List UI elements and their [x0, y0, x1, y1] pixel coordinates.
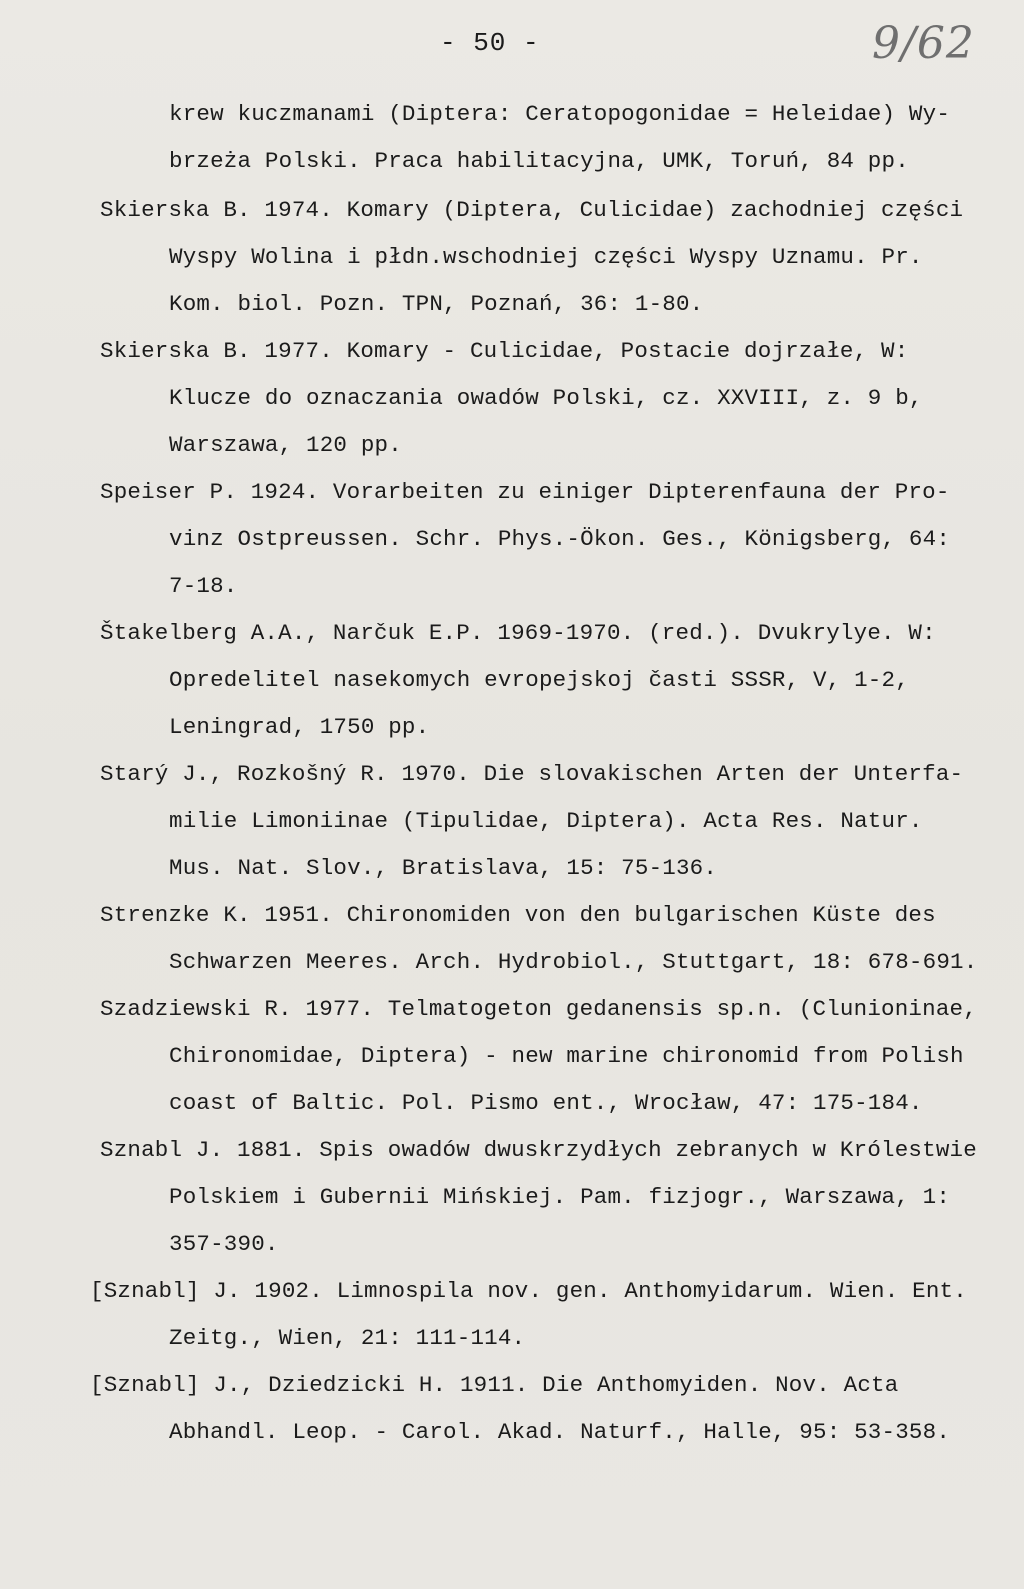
bibliography-line: Skierska B. 1977. Komary - Culicidae, Postacie dojrzałe, W:: [100, 338, 909, 364]
bibliography-line: Sznabl J. 1881. Spis owadów dwuskrzydłych zebranych w Królestwie: [100, 1137, 977, 1163]
bibliography-line: Warszawa, 120 pp.: [169, 432, 402, 458]
bibliography-line: Strenzke K. 1951. Chironomiden von den bulgarischen Küste des: [100, 902, 936, 928]
bibliography-line: [Sznabl] J., Dziedzicki H. 1911. Die Anthomyiden. Nov. Acta: [90, 1372, 899, 1398]
bibliography-line: brzeża Polski. Praca habilitacyjna, UMK, Toruń, 84 pp.: [169, 148, 909, 174]
bibliography-line: Štakelberg A.A., Narčuk E.P. 1969-1970. (red.). Dvukrylye. W:: [100, 620, 936, 646]
handwritten-annotation: 9/62: [872, 18, 975, 69]
bibliography-line: vinz Ostpreussen. Schr. Phys.-Ökon. Ges., Königsberg, 64:: [169, 526, 951, 552]
bibliography-line: krew kuczmanami (Diptera: Ceratopogonidae = Heleidae) Wy-: [169, 101, 951, 127]
bibliography-line: Wyspy Wolina i płdn.wschodniej części Wyspy Uznamu. Pr.: [169, 244, 923, 270]
bibliography-line: Zeitg., Wien, 21: 111-114.: [169, 1325, 526, 1351]
bibliography-line: Klucze do oznaczania owadów Polski, cz. XXVIII, z. 9 b,: [169, 385, 923, 411]
bibliography-line: milie Limoniinae (Tipulidae, Diptera). Acta Res. Natur.: [169, 808, 923, 834]
bibliography-line: Skierska B. 1974. Komary (Diptera, Culicidae) zachodniej części: [100, 197, 964, 223]
bibliography-line: Abhandl. Leop. - Carol. Akad. Naturf., Halle, 95: 53-358.: [169, 1419, 951, 1445]
bibliography-line: Kom. biol. Pozn. TPN, Poznań, 36: 1-80.: [169, 291, 704, 317]
bibliography-line: Speiser P. 1924. Vorarbeiten zu einiger Dipterenfauna der Pro-: [100, 479, 950, 505]
bibliography-line: Polskiem i Gubernii Mińskiej. Pam. fizjogr., Warszawa, 1:: [169, 1184, 951, 1210]
bibliography-line: Schwarzen Meeres. Arch. Hydrobiol., Stuttgart, 18: 678-691.: [169, 949, 978, 975]
bibliography-line: Szadziewski R. 1977. Telmatogeton gedanensis sp.n. (Clunioninae,: [100, 996, 977, 1022]
bibliography-line: 357-390.: [169, 1231, 279, 1257]
bibliography-line: [Sznabl] J. 1902. Limnospila nov. gen. Anthomyidarum. Wien. Ent.: [90, 1278, 967, 1304]
bibliography-line: Leningrad, 1750 pp.: [169, 714, 430, 740]
page-number: - 50 -: [440, 28, 540, 58]
bibliography-line: Chironomidae, Diptera) - new marine chironomid from Polish: [169, 1043, 964, 1069]
bibliography-line: Opredelitel nasekomych evropejskoj časti SSSR, V, 1-2,: [169, 667, 909, 693]
bibliography-line: 7-18.: [169, 573, 238, 599]
bibliography-line: coast of Baltic. Pol. Pismo ent., Wrocław, 47: 175-184.: [169, 1090, 923, 1116]
bibliography-line: Mus. Nat. Slov., Bratislava, 15: 75-136.: [169, 855, 718, 881]
bibliography-line: Starý J., Rozkošný R. 1970. Die slovakischen Arten der Unterfa-: [100, 761, 964, 787]
